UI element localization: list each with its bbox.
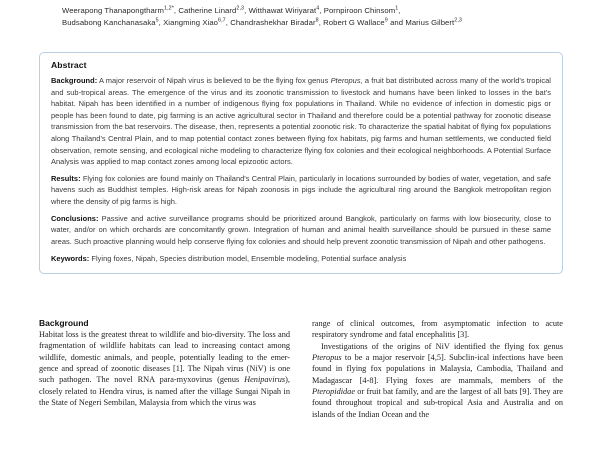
abstract-conclusions-label: Conclusions: <box>51 213 99 223</box>
author-name: , Catherine Linard <box>173 6 237 15</box>
abstract-results-text: Flying fox colonies are found mainly on Thailand's Central Plain, particularly in locations surrounded by bodies of water, vegetation, and safe havens such as Buddhist temples. High-risk areas for Nipah zoonosis in pigs include the agricultural ring around the Bangkok metropolitan region where the density of pig farms is high. <box>51 173 551 206</box>
right-col-text-1: Investigations of the origins of NiV identified the flying fox genus <box>321 341 563 351</box>
abstract-background-text-2: , a fruit bat distributed across many of the world's tropical and sub-tropical areas. The emergence of the virus and its zoonotic transmission to livestock and humans have been linked to losses in the bat's habitat. Nipah has been identified in a number of indigenous flying fox populations in Thailand. While no evidence of infection in domestic pigs or people has been found to date, pig farming is an active agricultural sector in Thailand and therefore could be a potential pathway for zoonotic disease transmission from the bat reservoirs. The disease, then, represents a potential zoonotic risk. To characterize the spatial habitat of flying fox populations along Thailand's Central Plain, and to map potential contact zones between flying fox habitats, pig farms and human settlements, we conducted field observation, remote sensing, and ecological niche modeling to characterize flying fox colonies and their ecological neighborhoods. A Potential Surface Analysis was applied to map contact zones among local epizootic actors. <box>51 76 551 167</box>
author-affiliation-marker: 9 <box>384 17 388 24</box>
author-affiliation-marker: 1,2* <box>164 5 174 12</box>
right-col-text-3: or fruit bat family, and are the largest of all bats [9]. They are found throughout tropical and sub-tropical Asia and Australia and on islands of the Indian Ocean and the <box>312 387 563 419</box>
abstract-keywords-paragraph <box>51 253 551 265</box>
author-affiliation-marker: 2,3 <box>454 17 462 24</box>
abstract-conclusions-text: Passive and active surveillance programs should be prioritized around Bangkok, particularly on farms with low biosecurity, close to water, and/or on which orchards are concomitantly grown. Integration of human and animal health surveillance should be pursued in these same areas. Such proactive planning would help conserve flying fox colonies and should help prevent zoonotic transmission of Nipah and other pathogens. <box>51 213 551 246</box>
left-column-paragraph <box>39 329 290 408</box>
author-line-1 <box>62 5 562 17</box>
abstract-box <box>39 52 563 274</box>
abstract-background-text-1: A major reservoir of Nipah virus is believed to be the flying fox genus <box>97 76 331 85</box>
body-section <box>39 318 563 450</box>
column-left <box>39 318 290 450</box>
abstract-heading: Abstract <box>51 60 87 70</box>
right-column-paragraph-1: range of clinical outcomes, from asymptomatic infection to acute respiratory syndrome and fatal encephalitis [3]. <box>312 319 563 340</box>
author-name: , Chandrashekhar Biradar <box>225 18 316 28</box>
left-col-italic-henipavirus: Henipavirus <box>244 375 286 385</box>
section-heading-background: Background <box>39 318 89 328</box>
author-name: , Witthawat Wiriyarat <box>244 6 317 15</box>
abstract-results-paragraph <box>51 173 551 208</box>
left-col-text-1: Habitat loss is the greatest threat to wildlife and bio-diversity. The loss and fragmentation of wildlife habitats can lead to increasing contact among wildlife, domestic animals, and people, potentially leading to the emer-gence and spread of zoonotic diseases [1]. The Nipah virus (NiV) is one such pathogen. The novel RNA para-myxovirus (genus <box>39 330 290 385</box>
author-name: , Robert G Wallace <box>318 18 385 28</box>
left-col-text-2: ), closely related to Hendra virus, is named after the village Sungai Nipah in the State of Negeri Sembilan, Malaysia from which the virus was <box>39 375 290 408</box>
author-name: Weerapong Thanapongtharm <box>62 6 164 15</box>
author-name: , Xiangming Xiao <box>158 18 219 28</box>
abstract-keywords-label: Keywords: <box>51 254 90 264</box>
abstract-results-label: Results: <box>51 173 81 183</box>
right-column-paragraph-2 <box>312 341 563 420</box>
author-name: Budsabong Kanchanasaka <box>62 18 156 28</box>
abstract-keywords-text: Flying foxes, Nipah, Species distribution model, Ensemble modeling, Potential surface analysis <box>89 254 407 264</box>
author-name: , Pornpiroon Chinsom <box>319 6 396 15</box>
abstract-background-paragraph <box>51 75 551 168</box>
author-affiliation-marker: 8 <box>315 17 319 24</box>
abstract-conclusions-paragraph <box>51 213 551 248</box>
right-col-italic-pteropus: Pteropus <box>312 353 342 363</box>
author-affiliation-marker: 6,7 <box>218 17 226 24</box>
author-name: , <box>398 6 401 15</box>
abstract-background-italic-pteropus: Pteropus <box>330 76 361 85</box>
author-list <box>0 0 600 29</box>
author-affiliation-marker: 5 <box>155 17 159 24</box>
abstract-background-label: Background: <box>51 76 98 85</box>
right-col-italic-pteropididae: Pteropididae <box>312 387 356 397</box>
author-affiliation-marker: 1 <box>395 5 399 12</box>
two-column-layout <box>39 318 563 450</box>
author-line-2 <box>62 17 562 29</box>
column-right <box>312 318 563 450</box>
right-col-text-2: to be a major reservoir [4,5]. Subclin-ical infections have been found in flying fox populations in Malaysia, Cambodia, Thailand and Madagascar [4-8]. Flying foxes are mammals, members of the <box>312 353 563 385</box>
author-affiliation-marker: 4 <box>316 5 320 12</box>
author-affiliation-marker: 2,3 <box>236 5 245 12</box>
author-name: and Marius Gilbert <box>387 18 455 28</box>
